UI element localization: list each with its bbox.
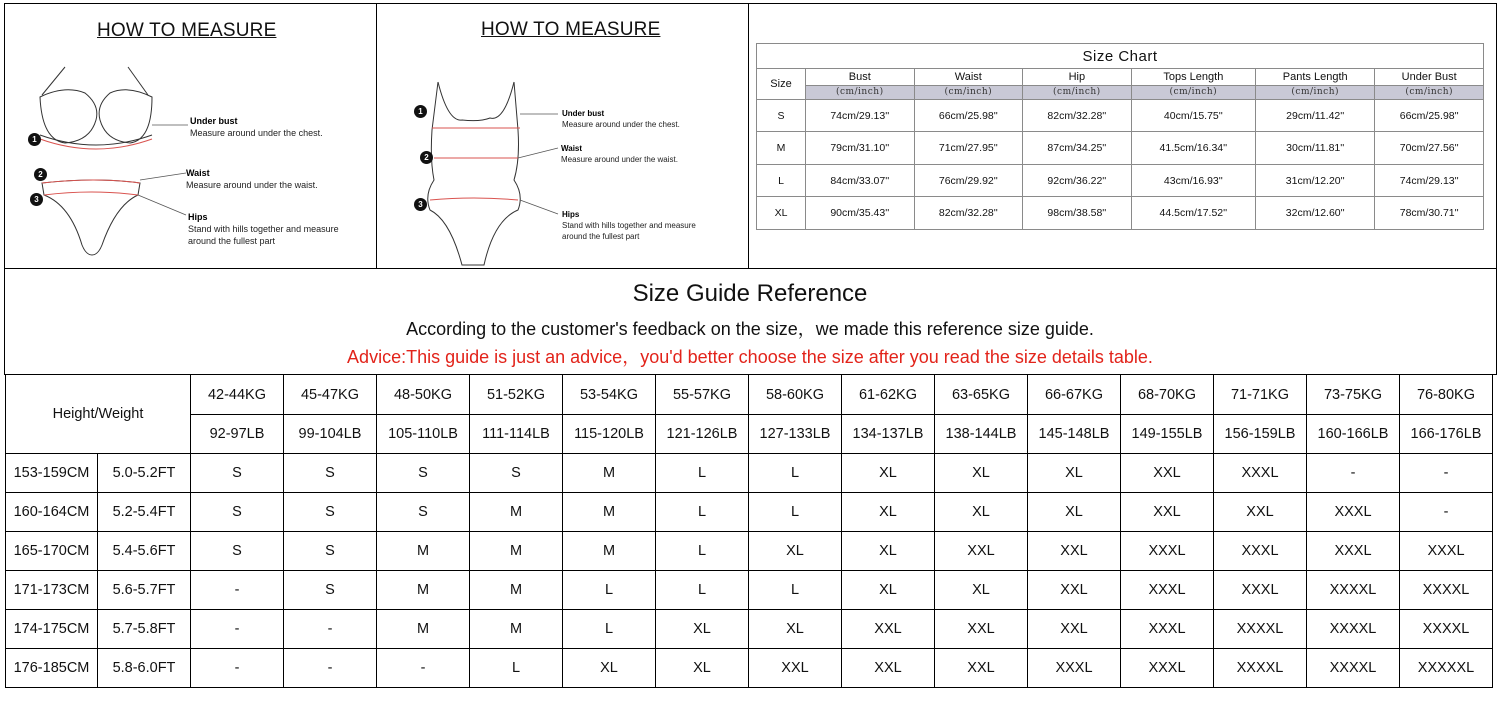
measurement-cell: 29cm/11.42'' xyxy=(1256,99,1375,132)
weight-kg-header: 53-54KG xyxy=(563,375,656,415)
measurement-cell: 70cm/27.56'' xyxy=(1375,132,1484,165)
unit-label: (cm/inch) xyxy=(1375,85,1484,99)
weight-kg-header: 63-65KG xyxy=(935,375,1028,415)
size-cell: XXXL xyxy=(1307,532,1400,571)
measurement-cell: 74cm/29.13'' xyxy=(806,99,915,132)
weight-kg-header: 73-75KG xyxy=(1307,375,1400,415)
reference-advice: Advice:This guide is just an advice，you'd better choose the size after you read the size details table. xyxy=(347,347,1153,367)
size-cell: XXL xyxy=(1028,571,1121,610)
measurement-cell: 66cm/25.98'' xyxy=(1375,99,1484,132)
reference-subtitle: According to the customer's feedback on the size，we made this reference size guide. xyxy=(406,319,1094,339)
measurement-cell: 44.5cm/17.52'' xyxy=(1131,197,1255,230)
size-cell: - xyxy=(191,610,284,649)
size-cell: S xyxy=(191,532,284,571)
size-cell: XL xyxy=(749,610,842,649)
column-header: Pants Length xyxy=(1256,69,1375,85)
corner-header: Height/Weight xyxy=(6,375,191,454)
size-cell: L xyxy=(656,571,749,610)
size-cell: XXL xyxy=(842,649,935,688)
measurement-cell: 66cm/25.98'' xyxy=(914,99,1023,132)
weight-kg-header: 71-71KG xyxy=(1214,375,1307,415)
height-cm: 160-164CM xyxy=(6,493,98,532)
hips-note xyxy=(188,211,339,247)
size-cell: XXL xyxy=(935,649,1028,688)
measurement-cell: 32cm/12.60'' xyxy=(1256,197,1375,230)
panel-title-left: HOW TO MEASURE xyxy=(97,20,277,41)
size-cell: XXXL xyxy=(1214,571,1307,610)
size-cell: XXL xyxy=(1028,610,1121,649)
size-guide-row xyxy=(6,493,1493,532)
size-cell: - xyxy=(284,610,377,649)
size-cell: XXXL xyxy=(1400,532,1493,571)
size-cell: L xyxy=(656,493,749,532)
hips-label: Hips xyxy=(562,210,580,219)
measurement-cell: 82cm/32.28'' xyxy=(1023,99,1132,132)
weight-lb-header: 138-144LB xyxy=(935,415,1028,454)
height-cm: 165-170CM xyxy=(6,532,98,571)
height-ft: 5.6-5.7FT xyxy=(98,571,191,610)
hips-desc-1: Stand with hills together and measure xyxy=(188,224,339,234)
size-cell: XL xyxy=(749,532,842,571)
weight-lb-header: 166-176LB xyxy=(1400,415,1493,454)
weight-lb-header: 121-126LB xyxy=(656,415,749,454)
size-cell: M xyxy=(470,571,563,610)
marker-1: 1 xyxy=(414,105,427,118)
size-cell: XXL xyxy=(749,649,842,688)
size-cell: M xyxy=(377,532,470,571)
panel-title-middle: HOW TO MEASURE xyxy=(481,19,661,40)
column-header: Waist xyxy=(914,69,1023,85)
size-column-header: Size xyxy=(757,69,806,100)
size-cell: S xyxy=(284,571,377,610)
unit-label: (cm/inch) xyxy=(914,85,1023,99)
size-cell: XXXXL xyxy=(1400,571,1493,610)
height-cm: 171-173CM xyxy=(6,571,98,610)
measurement-cell: 30cm/11.81'' xyxy=(1256,132,1375,165)
size-cell: - xyxy=(191,649,284,688)
size-cell: S xyxy=(377,454,470,493)
measurement-cell: 90cm/35.43'' xyxy=(806,197,915,230)
measurement-cell: 40cm/15.75'' xyxy=(1131,99,1255,132)
size-cell: M xyxy=(563,532,656,571)
size-cell: S xyxy=(191,454,284,493)
measurement-cell: 31cm/12.20'' xyxy=(1256,164,1375,197)
size-cell: - xyxy=(1400,454,1493,493)
size-cell: L xyxy=(470,649,563,688)
size-cell: XXXXL xyxy=(1400,610,1493,649)
size-label: S xyxy=(757,99,806,132)
size-label: M xyxy=(757,132,806,165)
size-cell: XL xyxy=(842,493,935,532)
weight-lb-header: 92-97LB xyxy=(191,415,284,454)
weight-kg-header: 61-62KG xyxy=(842,375,935,415)
hips-desc-2: around the fullest part xyxy=(562,232,640,241)
size-chart-row xyxy=(757,99,1484,132)
weight-kg-header: 66-67KG xyxy=(1028,375,1121,415)
unit-label: (cm/inch) xyxy=(806,85,915,99)
size-guide-table xyxy=(5,374,1493,688)
size-cell: L xyxy=(749,493,842,532)
size-cell: XXL xyxy=(1028,532,1121,571)
size-cell: XL xyxy=(935,571,1028,610)
marker-2: 2 xyxy=(420,151,433,164)
height-ft: 5.8-6.0FT xyxy=(98,649,191,688)
under-bust-desc: Measure around under the chest. xyxy=(562,120,680,129)
waist-desc: Measure around under the waist. xyxy=(561,155,678,164)
size-cell: XXXL xyxy=(1121,571,1214,610)
measurement-cell: 92cm/36.22'' xyxy=(1023,164,1132,197)
size-cell: XXL xyxy=(842,610,935,649)
size-cell: XXL xyxy=(935,532,1028,571)
weight-lb-header: 111-114LB xyxy=(470,415,563,454)
size-cell: XXXL xyxy=(1307,493,1400,532)
size-guide-row xyxy=(6,454,1493,493)
hips-label: Hips xyxy=(188,212,208,222)
size-cell: L xyxy=(563,571,656,610)
size-cell: M xyxy=(377,610,470,649)
under-bust-note xyxy=(190,115,323,139)
under-bust-label: Under bust xyxy=(562,109,605,118)
size-cell: XL xyxy=(656,610,749,649)
size-cell: XXXL xyxy=(1121,649,1214,688)
size-cell: M xyxy=(470,610,563,649)
marker-3: 3 xyxy=(414,198,427,211)
measurement-cell: 78cm/30.71'' xyxy=(1375,197,1484,230)
size-cell: - xyxy=(377,649,470,688)
size-cell: M xyxy=(563,493,656,532)
waist-label: Waist xyxy=(561,144,583,153)
size-cell: XXXL xyxy=(1214,532,1307,571)
column-header: Hip xyxy=(1023,69,1132,85)
weight-kg-header: 51-52KG xyxy=(470,375,563,415)
size-cell: XXXXXL xyxy=(1400,649,1493,688)
under-bust-note xyxy=(562,108,680,130)
size-cell: S xyxy=(191,493,284,532)
measurement-cell: 41.5cm/16.34'' xyxy=(1131,132,1255,165)
size-cell: M xyxy=(377,571,470,610)
unit-label: (cm/inch) xyxy=(1256,85,1375,99)
size-cell: - xyxy=(1307,454,1400,493)
size-cell: XXXXL xyxy=(1307,610,1400,649)
size-cell: XL xyxy=(842,454,935,493)
size-cell: XXXXL xyxy=(1307,649,1400,688)
size-cell: M xyxy=(563,454,656,493)
size-cell: L xyxy=(749,454,842,493)
size-cell: XL xyxy=(1028,454,1121,493)
column-header: Tops Length xyxy=(1131,69,1255,85)
marker-3: 3 xyxy=(30,193,43,206)
height-ft: 5.4-5.6FT xyxy=(98,532,191,571)
size-cell: XL xyxy=(1028,493,1121,532)
size-cell: XXXL xyxy=(1028,649,1121,688)
size-cell: L xyxy=(656,532,749,571)
size-cell: XXL xyxy=(1121,454,1214,493)
size-cell: XL xyxy=(842,532,935,571)
divider xyxy=(748,3,749,269)
size-cell: XXXL xyxy=(1214,454,1307,493)
reference-title: Size Guide Reference xyxy=(632,280,868,307)
waist-label: Waist xyxy=(186,168,210,178)
size-chart-row xyxy=(757,197,1484,230)
size-cell: XXL xyxy=(1214,493,1307,532)
marker-2: 2 xyxy=(34,168,47,181)
hips-desc-1: Stand with hills together and measure xyxy=(562,221,696,230)
size-chart-title: Size Chart xyxy=(757,44,1484,69)
height-ft: 5.0-5.2FT xyxy=(98,454,191,493)
size-cell: XL xyxy=(656,649,749,688)
measurement-cell: 43cm/16.93'' xyxy=(1131,164,1255,197)
size-cell: XXXXL xyxy=(1307,571,1400,610)
size-cell: XL xyxy=(935,493,1028,532)
weight-lb-header: 160-166LB xyxy=(1307,415,1400,454)
size-cell: - xyxy=(1400,493,1493,532)
height-cm: 153-159CM xyxy=(6,454,98,493)
height-cm: 174-175CM xyxy=(6,610,98,649)
size-cell: M xyxy=(470,532,563,571)
column-header: Bust xyxy=(806,69,915,85)
measurement-cell: 79cm/31.10'' xyxy=(806,132,915,165)
size-chart-row xyxy=(757,164,1484,197)
measurement-cell: 84cm/33.07'' xyxy=(806,164,915,197)
size-cell: XL xyxy=(935,454,1028,493)
measurement-cell: 87cm/34.25'' xyxy=(1023,132,1132,165)
marker-1: 1 xyxy=(28,133,41,146)
weight-lb-header: 99-104LB xyxy=(284,415,377,454)
weight-kg-header: 42-44KG xyxy=(191,375,284,415)
measurement-cell: 82cm/32.28'' xyxy=(914,197,1023,230)
measurement-cell: 76cm/29.92'' xyxy=(914,164,1023,197)
size-guide-row xyxy=(6,649,1493,688)
size-cell: XXL xyxy=(1121,493,1214,532)
divider xyxy=(376,3,377,269)
measurement-cell: 71cm/27.95'' xyxy=(914,132,1023,165)
size-cell: XXXL xyxy=(1121,532,1214,571)
weight-lb-header: 156-159LB xyxy=(1214,415,1307,454)
unit-label: (cm/inch) xyxy=(1023,85,1132,99)
size-cell: - xyxy=(284,649,377,688)
waist-desc: Measure around under the waist. xyxy=(186,180,318,190)
waist-note xyxy=(186,167,318,191)
weight-lb-header: 149-155LB xyxy=(1121,415,1214,454)
weight-kg-header: 76-80KG xyxy=(1400,375,1493,415)
swimsuit-illustration xyxy=(410,50,570,270)
measurement-cell: 74cm/29.13'' xyxy=(1375,164,1484,197)
size-cell: S xyxy=(470,454,563,493)
hips-note xyxy=(562,209,696,242)
under-bust-desc: Measure around under the chest. xyxy=(190,128,323,138)
size-cell: L xyxy=(749,571,842,610)
weight-lb-header: 105-110LB xyxy=(377,415,470,454)
weight-lb-header: 134-137LB xyxy=(842,415,935,454)
height-ft: 5.7-5.8FT xyxy=(98,610,191,649)
weight-kg-header: 68-70KG xyxy=(1121,375,1214,415)
bikini-illustration xyxy=(20,55,190,265)
size-cell: S xyxy=(284,454,377,493)
height-cm: 176-185CM xyxy=(6,649,98,688)
unit-label: (cm/inch) xyxy=(1131,85,1255,99)
weight-lb-header: 127-133LB xyxy=(749,415,842,454)
weight-lb-header: 145-148LB xyxy=(1028,415,1121,454)
size-cell: XXXXL xyxy=(1214,610,1307,649)
size-guide-row xyxy=(6,571,1493,610)
size-cell: S xyxy=(284,493,377,532)
size-cell: M xyxy=(470,493,563,532)
weight-lb-header: 115-120LB xyxy=(563,415,656,454)
weight-kg-header: 45-47KG xyxy=(284,375,377,415)
size-cell: L xyxy=(656,454,749,493)
weight-kg-header: 55-57KG xyxy=(656,375,749,415)
size-cell: XL xyxy=(563,649,656,688)
size-cell: L xyxy=(563,610,656,649)
size-cell: XXXXL xyxy=(1214,649,1307,688)
size-cell: S xyxy=(377,493,470,532)
waist-note xyxy=(561,143,678,165)
weight-kg-header: 48-50KG xyxy=(377,375,470,415)
size-cell: - xyxy=(191,571,284,610)
size-label: XL xyxy=(757,197,806,230)
height-ft: 5.2-5.4FT xyxy=(98,493,191,532)
size-chart-row xyxy=(757,132,1484,165)
size-cell: S xyxy=(284,532,377,571)
column-header: Under Bust xyxy=(1375,69,1484,85)
size-guide-row xyxy=(6,610,1493,649)
size-chart-table xyxy=(756,43,1484,230)
size-cell: XXL xyxy=(935,610,1028,649)
hips-desc-2: around the fullest part xyxy=(188,236,276,246)
size-cell: XL xyxy=(842,571,935,610)
measurement-cell: 98cm/38.58'' xyxy=(1023,197,1132,230)
under-bust-label: Under bust xyxy=(190,116,238,126)
size-label: L xyxy=(757,164,806,197)
size-guide-row xyxy=(6,532,1493,571)
size-cell: XXXL xyxy=(1121,610,1214,649)
weight-kg-header: 58-60KG xyxy=(749,375,842,415)
